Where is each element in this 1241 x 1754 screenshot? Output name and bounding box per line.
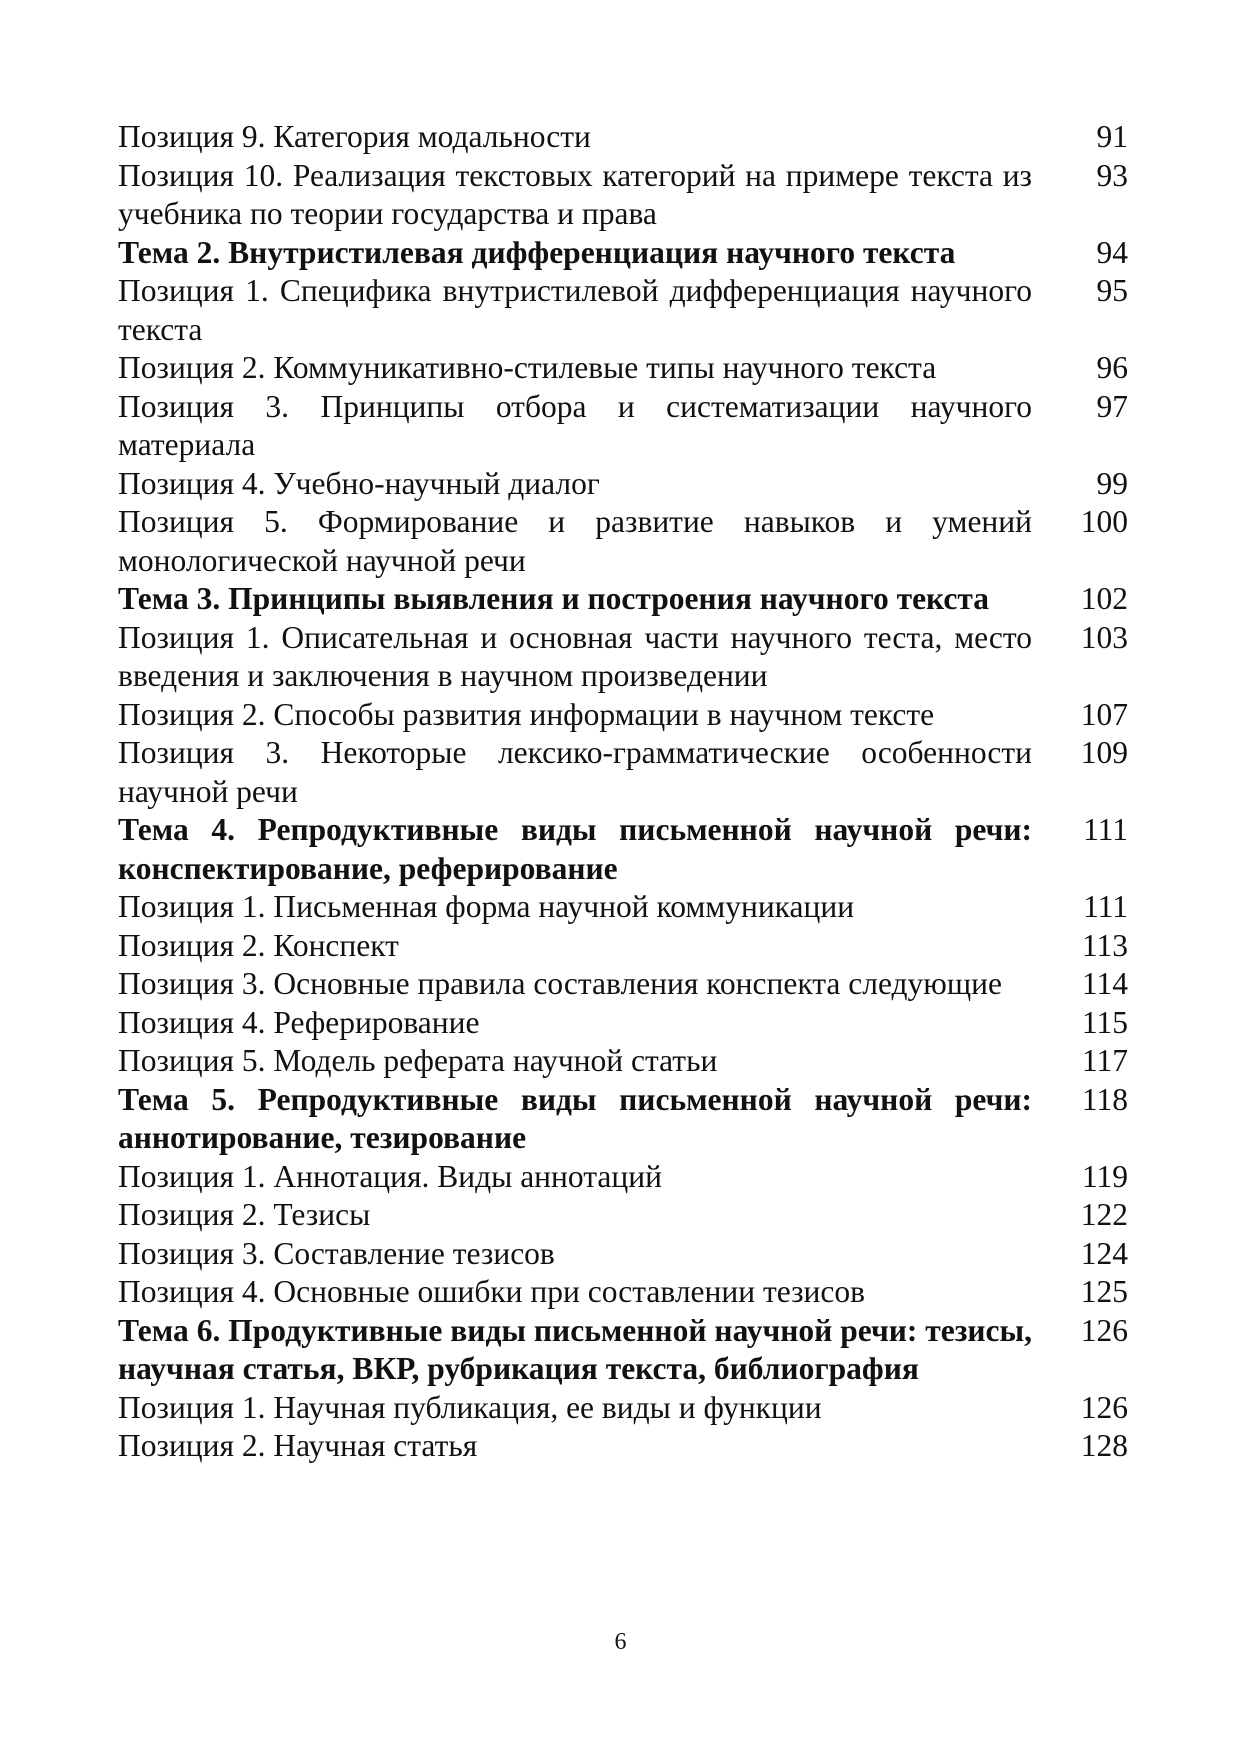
toc-entry [118, 118, 1128, 157]
toc-entry-page: 126 [1080, 1312, 1128, 1348]
toc-entry-title: Позиция 2. Коммуникативно-стилевые типы научного текста [118, 350, 937, 385]
toc-entry-page: 124 [1080, 1235, 1128, 1271]
toc-entry-page: 93 [1096, 157, 1128, 193]
toc-entry-title: Тема 4. Репродуктивные виды письменной научной речи: конспектирование, реферирование [118, 812, 1032, 886]
toc-entry-page: 113 [1081, 927, 1128, 963]
toc-entry [118, 503, 1128, 580]
toc-section-heading [118, 811, 1128, 888]
toc-entry-page: 125 [1080, 1274, 1128, 1309]
toc-entry-page: 119 [1081, 1158, 1128, 1194]
toc-entry-page: 91 [1096, 119, 1128, 154]
toc-entry-page: 128 [1080, 1428, 1128, 1463]
toc-entry-page: 103 [1080, 619, 1128, 655]
table-of-contents [118, 118, 1128, 1466]
toc-entry-page: 126 [1080, 1389, 1128, 1425]
toc-section-heading [118, 234, 1128, 273]
toc-entry-page: 96 [1096, 350, 1128, 385]
toc-entry-title: Позиция 2. Способы развития информации в научном тексте [118, 696, 935, 732]
page-number: 6 [614, 1629, 627, 1655]
toc-entry-page: 109 [1080, 735, 1128, 770]
toc-entry-page: 95 [1096, 273, 1128, 308]
toc-entry [118, 734, 1128, 811]
toc-entry-page: 117 [1081, 1043, 1128, 1078]
toc-entry-page: 97 [1096, 388, 1128, 424]
toc-entry-title: Позиция 5. Модель реферата научной статьи [118, 1043, 718, 1078]
toc-entry-page: 100 [1080, 504, 1128, 539]
toc-entry-page: 114 [1081, 966, 1128, 1001]
toc-entry [118, 927, 1128, 966]
toc-entry-title: Позиция 1. Специфика внутристилевой дифференциация научного текста [118, 273, 1032, 347]
toc-entry-page: 118 [1081, 1081, 1128, 1117]
toc-entry-title: Позиция 3. Составление тезисов [118, 1235, 555, 1271]
toc-entry-page: 107 [1080, 696, 1128, 732]
toc-entry-title: Позиция 5. Формирование и развитие навыков и умений монологической научной речи [118, 504, 1032, 578]
toc-entry-title: Позиция 1. Описательная и основная части научного теста, место введения и заключения в научном произведении [118, 619, 1032, 693]
toc-entry [118, 1235, 1128, 1274]
toc-entry [118, 619, 1128, 696]
toc-entry-title: Позиция 1. Научная публикация, ее виды и функции [118, 1389, 822, 1425]
toc-entry [118, 1042, 1128, 1081]
toc-entry [118, 1389, 1128, 1428]
toc-entry-title: Позиция 4. Основные ошибки при составлении тезисов [118, 1274, 866, 1309]
toc-entry-title: Позиция 4. Учебно-научный диалог [118, 465, 600, 501]
toc-entry [118, 1273, 1128, 1312]
toc-entry-title: Позиция 2. Научная статья [118, 1428, 478, 1463]
toc-entry-title: Позиция 1. Письменная форма научной коммуникации [118, 889, 855, 924]
toc-entry [118, 1196, 1128, 1235]
toc-entry-page: 122 [1080, 1197, 1128, 1232]
toc-entry [118, 388, 1128, 465]
toc-section-heading [118, 1312, 1128, 1389]
toc-entry-title: Позиция 9. Категория модальности [118, 119, 591, 154]
toc-entry [118, 157, 1128, 234]
toc-entry-title: Позиция 1. Аннотация. Виды аннотаций [118, 1158, 662, 1194]
toc-entry [118, 465, 1128, 504]
toc-entry-page: 111 [1083, 889, 1128, 924]
toc-entry-title: Позиция 2. Конспект [118, 927, 399, 963]
toc-entry-page: 111 [1083, 812, 1128, 847]
toc-entry-title: Тема 5. Репродуктивные виды письменной научной речи: аннотирование, тезирование [118, 1081, 1032, 1155]
toc-entry-title: Тема 2. Внутристилевая дифференциация научного текста [118, 234, 956, 270]
toc-entry-title: Позиция 4. Реферирование [118, 1004, 480, 1040]
toc-entry [118, 1427, 1128, 1466]
toc-entry-title: Позиция 2. Тезисы [118, 1197, 371, 1232]
toc-entry-title: Тема 3. Принципы выявления и построения научного текста [118, 581, 990, 616]
toc-entry-page: 99 [1096, 465, 1128, 501]
toc-entry-page: 102 [1080, 581, 1128, 616]
toc-section-heading [118, 580, 1128, 619]
toc-entry [118, 1158, 1128, 1197]
toc-entry-title: Позиция 10. Реализация текстовых категорий на примере текста из учебника по теории государства и права [118, 157, 1032, 231]
toc-entry-title: Позиция 3. Некоторые лексико-грамматические особенности научной речи [118, 735, 1032, 809]
toc-entry-page: 94 [1096, 234, 1128, 270]
toc-entry [118, 965, 1128, 1004]
toc-entry [118, 272, 1128, 349]
toc-entry [118, 349, 1128, 388]
toc-entry [118, 696, 1128, 735]
toc-entry-page: 115 [1081, 1004, 1128, 1040]
toc-section-heading [118, 1081, 1128, 1158]
toc-entry-title: Тема 6. Продуктивные виды письменной научной речи: тезисы, научная статья, ВКР, рубрикация текста, библиография [118, 1312, 1032, 1386]
toc-entry-title: Позиция 3. Принципы отбора и систематизации научного материала [118, 388, 1032, 462]
toc-entry-title: Позиция 3. Основные правила составления конспекта следующие [118, 966, 1002, 1001]
toc-entry [118, 888, 1128, 927]
toc-entry [118, 1004, 1128, 1043]
